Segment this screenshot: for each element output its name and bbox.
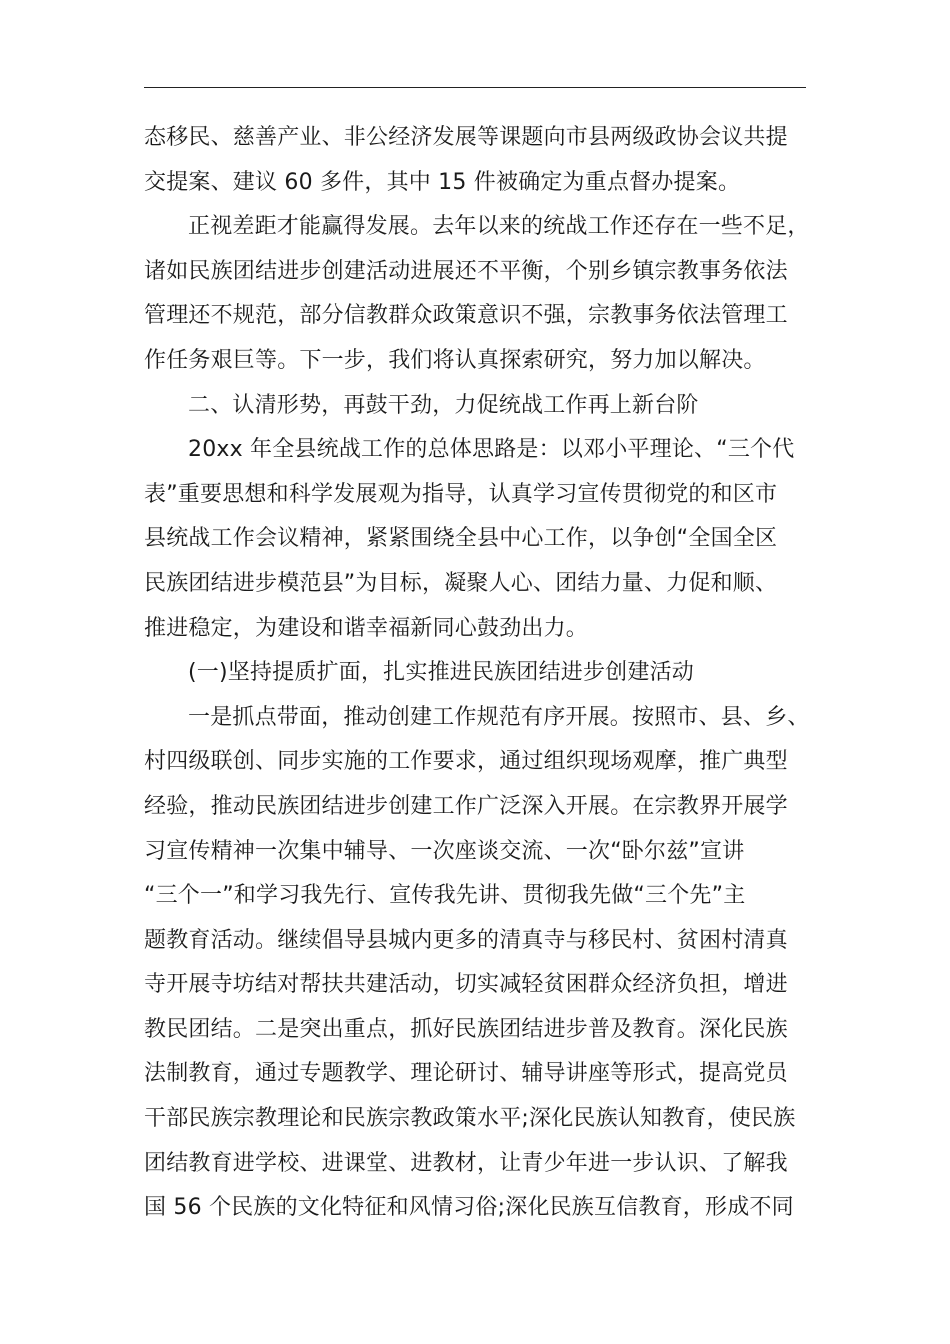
header-rule [144, 87, 806, 88]
text-line: 寺开展寺坊结对帮扶共建活动，切实减轻贫困群众经济负担，增进 [144, 972, 788, 998]
text-line: 民族团结进步模范县”为目标，凝聚人心、团结力量、力促和顺、 [144, 570, 778, 596]
text-line: 干部民族宗教理论和民族宗教政策水平;深化民族认知教育，使民族 [144, 1106, 796, 1132]
text-line: “三个一”和学习我先行、宣传我先讲、贯彻我先做“三个先”主 [144, 883, 746, 909]
text-line: 经验，推动民族团结进步创建工作广泛深入开展。在宗教界开展学 [144, 793, 788, 819]
text-line: 表”重要思想和科学发展观为指导，认真学习宣传贯彻党的和区市 [144, 481, 778, 507]
text-line: 教民团结。二是突出重点，抓好民族团结进步普及教育。深化民族 [144, 1016, 788, 1042]
text-line: 交提案、建议 60 多件，其中 15 件被确定为重点督办提案。 [144, 169, 741, 195]
text-line: 作任务艰巨等。下一步，我们将认真探索研究，努力加以解决。 [144, 347, 766, 373]
text-line: 习宣传精神一次集中辅导、一次座谈交流、一次“卧尔兹”宣讲 [144, 838, 745, 864]
text-line: 20xx 年全县统战工作的总体思路是：以邓小平理论、“三个代 [188, 437, 795, 463]
text-line: 管理还不规范，部分信教群众政策意识不强，宗教事务依法管理工 [144, 303, 788, 329]
text-line: 团结教育进学校、进课堂、进教材，让青少年进一步认识、了解我 [144, 1150, 788, 1176]
text-line: 村四级联创、同步实施的工作要求，通过组织现场观摩，推广典型 [144, 749, 788, 775]
text-line: 一是抓点带面，推动创建工作规范有序开展。按照市、县、乡、 [188, 704, 810, 730]
text-line: 法制教育，通过专题教学、理论研讨、辅导讲座等形式，提高党员 [144, 1061, 788, 1087]
text-line: 推进稳定，为建设和谐幸福新同心鼓劲出力。 [144, 615, 589, 641]
text-line: 县统战工作会议精神，紧紧围绕全县中心工作，以争创“全国全区 [144, 526, 778, 552]
text-line: 正视差距才能赢得发展。去年以来的统战工作还存在一些不足， [188, 214, 810, 240]
text-line: 诸如民族团结进步创建活动进展还不平衡，个别乡镇宗教事务依法 [144, 258, 788, 284]
document-body [144, 116, 808, 1231]
text-line: 国 56 个民族的文化特征和风情习俗;深化民族互信教育，形成不同 [144, 1195, 794, 1221]
text-line: 题教育活动。继续倡导县城内更多的清真寺与移民村、贫困村清真 [144, 927, 788, 953]
text-line: (一)坚持提质扩面，扎实推进民族团结进步创建活动 [188, 660, 694, 686]
text-line: 二、认清形势，再鼓干劲，力促统战工作再上新台阶 [188, 392, 699, 418]
text-line: 态移民、慈善产业、非公经济发展等课题向市县两级政协会议共提 [144, 125, 788, 150]
